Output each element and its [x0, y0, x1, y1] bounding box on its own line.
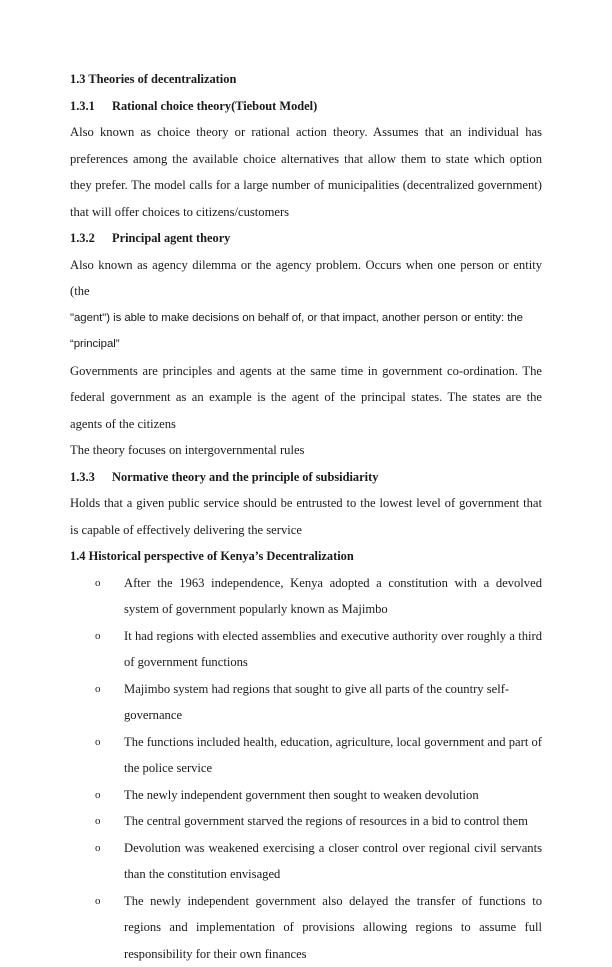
bullet-marker: o	[95, 676, 101, 703]
list-item-text: The newly independent government also delayed the transfer of functions to regions and implementation of provisions allowing regions to assume full responsibility for their own finances	[124, 888, 542, 967]
list-item	[70, 835, 542, 888]
paragraph-intergovernmental-rules: The theory focuses on intergovernmental rules	[70, 437, 542, 464]
bullet-marker: o	[95, 570, 101, 597]
paragraph-agency-dilemma: Also known as agency dilemma or the agency problem. Occurs when one person or entity (the	[70, 252, 542, 305]
list-item	[70, 623, 542, 676]
list-item-text: Majimbo system had regions that sought to give all parts of the country self-governance	[124, 676, 542, 729]
list-item	[70, 570, 542, 623]
bullet-marker: o	[95, 782, 101, 809]
heading-1-3-2-title: Principal agent theory	[112, 225, 542, 252]
list-item-text: The newly independent government then sought to weaken devolution	[124, 782, 542, 809]
list-item	[70, 782, 542, 809]
bullet-marker: o	[95, 623, 101, 650]
bullet-marker: o	[95, 888, 101, 915]
heading-1-3-1-title: Rational choice theory(Tiebout Model)	[112, 93, 542, 120]
paragraph-normative-theory: Holds that a given public service should be entrusted to the lowest level of government that is capable of effectively delivering the service	[70, 490, 542, 543]
page-content	[70, 66, 542, 967]
bullet-marker: o	[95, 808, 101, 835]
list-item-text: The functions included health, education, agriculture, local government and part of the police service	[124, 729, 542, 782]
list-item-text: It had regions with elected assemblies and executive authority over roughly a third of government functions	[124, 623, 542, 676]
bullet-marker: o	[95, 835, 101, 862]
list-item	[70, 729, 542, 782]
heading-1-3: 1.3 Theories of decentralization	[70, 66, 542, 93]
paragraph-rational-choice: Also known as choice theory or rational action theory. Assumes that an individual has preferences among the available choice alternatives that allow them to state which option they prefer. The model calls for a large number of municipalities (decentralized government) that will offer choices to citizens/customers	[70, 119, 542, 225]
heading-1-3-2-number: 1.3.2	[70, 225, 112, 252]
paragraph-governments-principles: Governments are principles and agents at the same time in government co-ordination. The federal government as an example is the agent of the principal states. The states are the agents of the citizens	[70, 358, 542, 438]
bullet-marker: o	[95, 729, 101, 756]
historical-perspective-list	[70, 570, 542, 967]
heading-1-3-1-number: 1.3.1	[70, 93, 112, 120]
list-item-text: The central government starved the regions of resources in a bid to control them	[124, 808, 542, 835]
list-item-text: Devolution was weakened exercising a closer control over regional civil servants than the constitution envisaged	[124, 835, 542, 888]
heading-1-3-2	[70, 225, 542, 252]
heading-1-3-3-number: 1.3.3	[70, 464, 112, 491]
list-item	[70, 676, 542, 729]
list-item	[70, 808, 542, 835]
heading-1-3-3	[70, 464, 542, 491]
heading-1-3-1	[70, 93, 542, 120]
heading-1-3-3-title: Normative theory and the principle of subsidiarity	[112, 464, 542, 491]
heading-1-4: 1.4 Historical perspective of Kenya’s Decentralization	[70, 543, 542, 570]
list-item	[70, 888, 542, 967]
paragraph-agent-definition: "agent") is able to make decisions on behalf of, or that impact, another person or entity: the “principal”	[70, 305, 542, 358]
list-item-text: After the 1963 independence, Kenya adopted a constitution with a devolved system of government popularly known as Majimbo	[124, 570, 542, 623]
